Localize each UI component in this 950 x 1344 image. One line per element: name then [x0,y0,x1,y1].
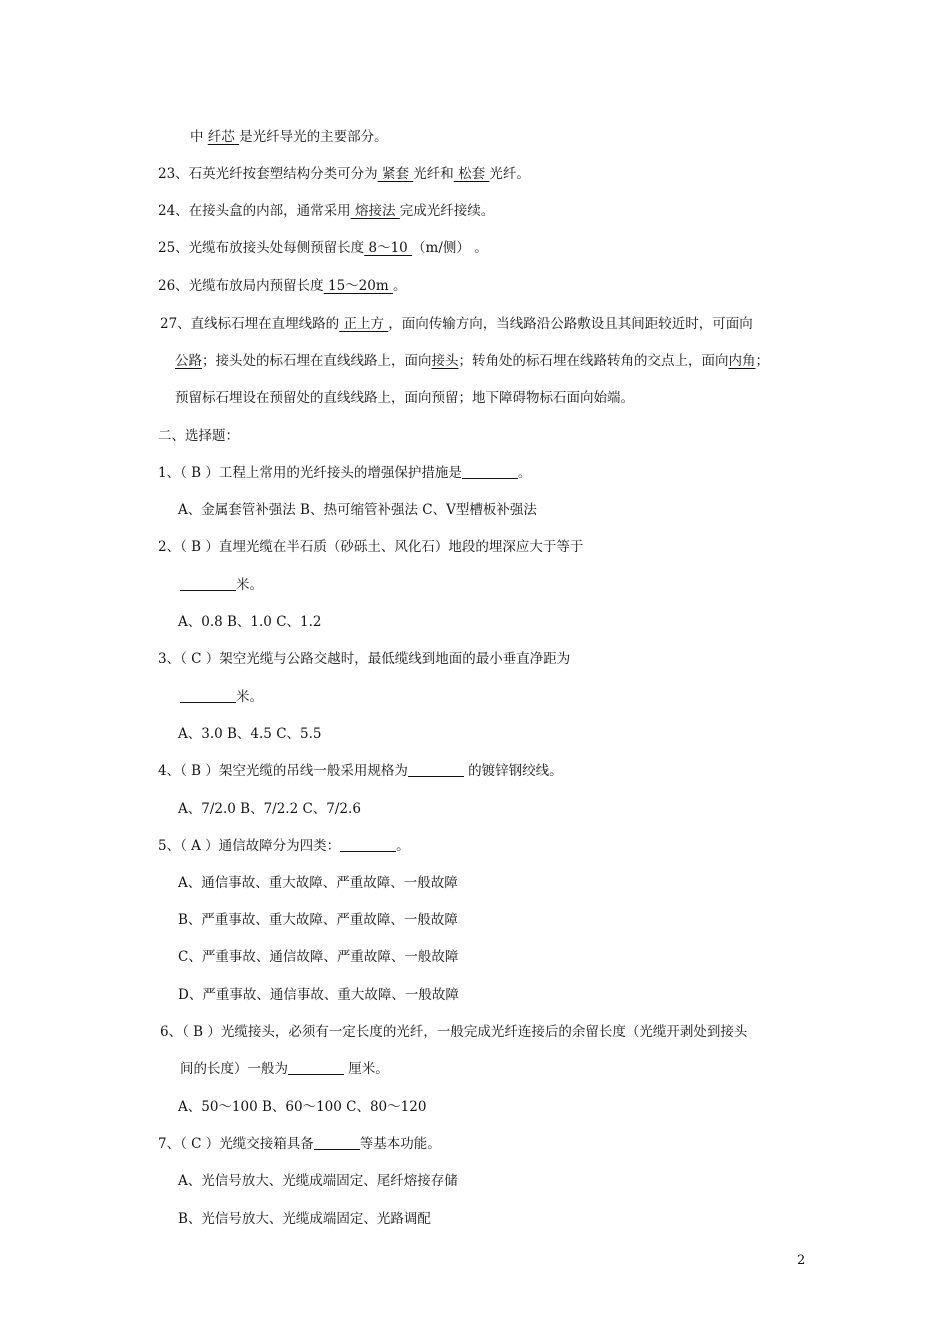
answer-blank [340,837,396,852]
question-6-continued: 间的长度）一般为 厘米。 [180,1061,389,1077]
question-3: 3、（ C ）架空光缆与公路交越时，最低缆线到地面的最小垂直净距为 [158,651,571,667]
question-4: 4、（ B ）架空光缆的吊线一般采用规格为 的镀锌钢绞线。 [158,763,563,779]
question-2: 2、（ B ）直埋光缆在半石质（砂砾土、风化石）地段的埋深应大于等于 [158,539,584,555]
question-6: 6、（ B ）光缆接头，必须有一定长度的光纤，一般完成光纤连接后的余留长度（光缆开剥处到接头 [160,1024,748,1040]
answer-blank [314,1135,360,1150]
page-number: 2 [797,1253,806,1268]
section-title: 二、选择题： [158,428,239,444]
answer-joint: 接头 [431,353,459,369]
fill-line-27c: 预留标石埋设在预留处的直线线路上，面向预留；地下障碍物标石面向始端。 [175,390,634,406]
answer-8-10: 8～10 [364,240,413,256]
answer-inner-angle: 内角 [728,353,756,369]
question-2-continued: 米。 [180,576,263,594]
question-5-option-b: B、严重事故、重大故障、严重故障、一般故障 [178,912,458,928]
question-5-option-c: C、严重事故、通信故障、严重故障、一般故障 [178,949,459,965]
question-1: 1、（ B ）工程上常用的光纤接头的增强保护措施是 。 [158,465,532,481]
answer-blank [408,762,464,777]
question-5: 5、（ A ）通信故障分为四类： 。 [158,838,410,854]
question-3-options: A、3.0 B、4.5 C、5.5 [178,726,322,742]
answer-tight: 紧套 [377,166,414,182]
question-3-continued: 米。 [180,688,263,706]
answer-road: 公路 [175,353,202,369]
fill-line-22: 中 纤芯 是光纤导光的主要部分。 [190,129,388,145]
answer-fiber-core: 纤芯 [207,129,240,145]
question-5-option-d: D、严重事故、通信事故、重大故障、一般故障 [178,987,459,1003]
fill-line-25: 25、光缆布放接头处每侧预留长度 8～10 （m/侧） 。 [158,240,488,256]
question-7-option-a: A、光信号放大、光缆成端固定、尾纤熔接存储 [178,1173,458,1189]
fill-line-24: 24、在接头盒的内部，通常采用 熔接法 完成光纤接续。 [158,203,495,219]
question-1-options: A、金属套管补强法 B、热可缩管补强法 C、V型槽板补强法 [178,502,537,518]
fill-line-27: 27、直线标石埋在直埋线路的 正上方 ，面向传输方向，当线路沿公路敷设且其间距较近时，可面向 [160,316,753,332]
answer-directly-above: 正上方 [339,316,389,332]
fill-line-23: 23、石英光纤按套塑结构分类可分为 紧套 光纤和 松套 光纤。 [158,166,530,182]
answer-blank [180,576,236,591]
question-4-options: A、7/2.0 B、7/2.2 C、7/2.6 [178,801,361,817]
answer-blank [288,1060,344,1075]
answer-blank [180,688,236,703]
answer-fusion: 熔接法 [350,203,400,219]
question-7-option-b: B、光信号放大、光缆成端固定、光路调配 [178,1211,431,1227]
fill-line-27b: 公路；接头处的标石埋在直线线路上，面向接头；转角处的标石埋在线路转角的交点上，面向内角； [175,353,769,369]
question-5-option-a: A、通信事故、重大故障、严重故障、一般故障 [178,875,458,891]
question-7: 7、（ C ）光缆交接箱具备 等基本功能。 [158,1136,441,1152]
fill-line-26: 26、光缆布放局内预留长度 15～20m 。 [158,278,407,294]
question-2-options: A、0.8 B、1.0 C、1.2 [178,614,322,630]
answer-15-20m: 15～20m [323,278,393,294]
question-6-options: A、50～100 B、60～100 C、80～120 [178,1099,427,1115]
answer-blank [462,464,518,479]
answer-loose: 松套 [453,166,490,182]
